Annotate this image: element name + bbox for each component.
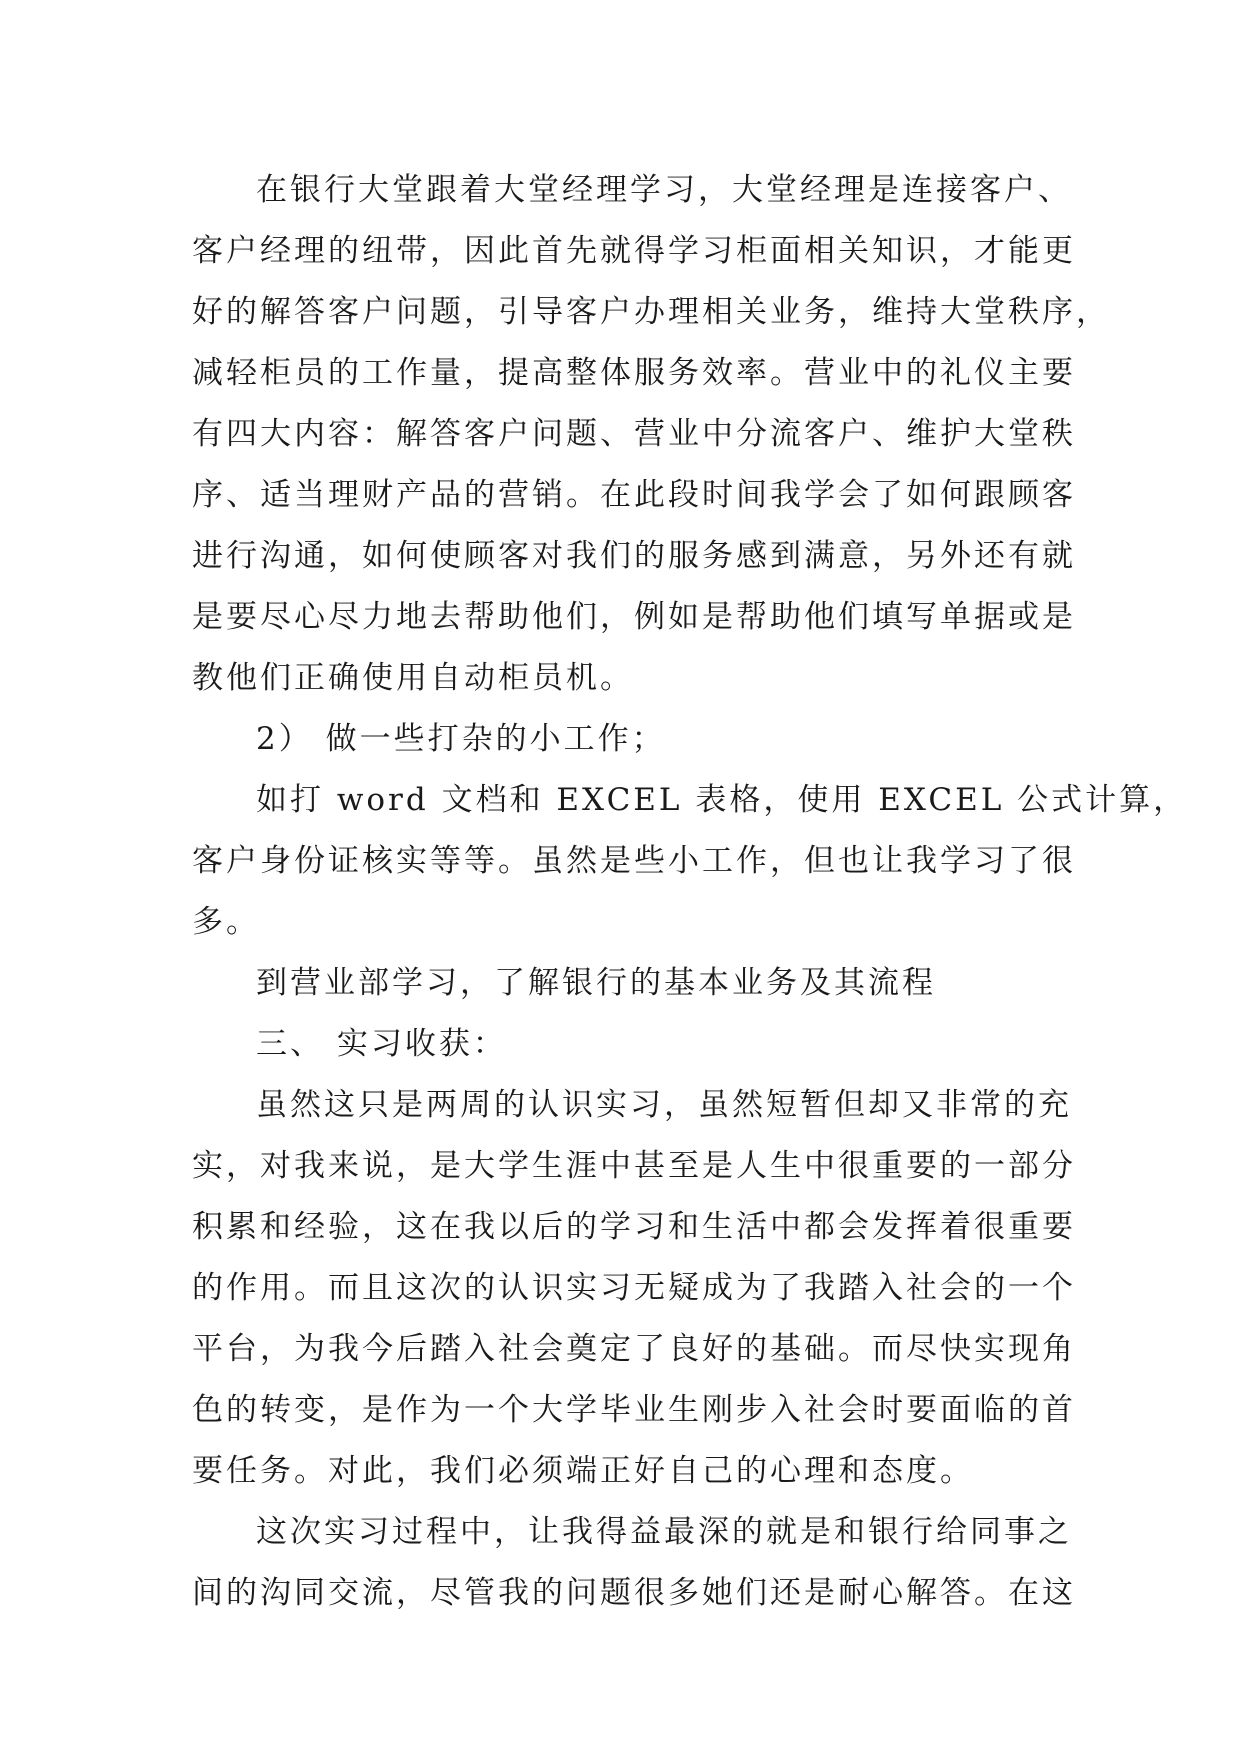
text-line: 实，对我来说，是大学生涯中甚至是人生中很重要的一部分 [192, 1148, 1076, 1184]
text-line: 要任务。对此，我们必须端正好自己的心理和态度。 [192, 1453, 974, 1489]
text-line: 积累和经验，这在我以后的学习和生活中都会发挥着很重要 [192, 1209, 1076, 1245]
text-line: 这次实习过程中，让我得益最深的就是和银行给同事之 [256, 1514, 1072, 1550]
text-line: 间的沟同交流，尽管我的问题很多她们还是耐心解答。在这 [192, 1575, 1076, 1611]
text-line: 的作用。而且这次的认识实习无疑成为了我踏入社会的一个 [192, 1270, 1076, 1306]
text-line: 2） 做一些打杂的小工作； [256, 721, 666, 757]
text-line: 虽然这只是两周的认识实习，虽然短暂但却又非常的充 [256, 1087, 1072, 1123]
text-line: 客户经理的纽带，因此首先就得学习柜面相关知识，才能更 [192, 233, 1076, 269]
text-line: 三、 实习收获： [256, 1026, 507, 1062]
document-body [192, 160, 1188, 1624]
text-line: 到营业部学习，了解银行的基本业务及其流程 [256, 965, 936, 1001]
text-line: 是要尽心尽力地去帮助他们，例如是帮助他们填写单据或是 [192, 599, 1076, 635]
text-line: 在银行大堂跟着大堂经理学习，大堂经理是连接客户、 [256, 172, 1072, 208]
text-line: 平台，为我今后踏入社会奠定了良好的基础。而尽快实现角 [192, 1331, 1076, 1367]
text-line: 如打 word 文档和 EXCEL 表格，使用 EXCEL 公式计算， [256, 782, 1188, 818]
text-line: 好的解答客户问题，引导客户办理相关业务，维持大堂秩序， [192, 294, 1110, 330]
text-line: 教他们正确使用自动柜员机。 [192, 660, 634, 696]
text-line: 减轻柜员的工作量，提高整体服务效率。营业中的礼仪主要 [192, 355, 1076, 391]
text-line: 进行沟通，如何使顾客对我们的服务感到满意，另外还有就 [192, 538, 1076, 574]
text-line: 序、适当理财产品的营销。在此段时间我学会了如何跟顾客 [192, 477, 1076, 513]
text-line: 多。 [192, 904, 260, 940]
text-line: 有四大内容：解答客户问题、营业中分流客户、维护大堂秩 [192, 416, 1076, 452]
text-line: 客户身份证核实等等。虽然是些小工作，但也让我学习了很 [192, 843, 1076, 879]
text-line: 色的转变，是作为一个大学毕业生刚步入社会时要面临的首 [192, 1392, 1076, 1428]
